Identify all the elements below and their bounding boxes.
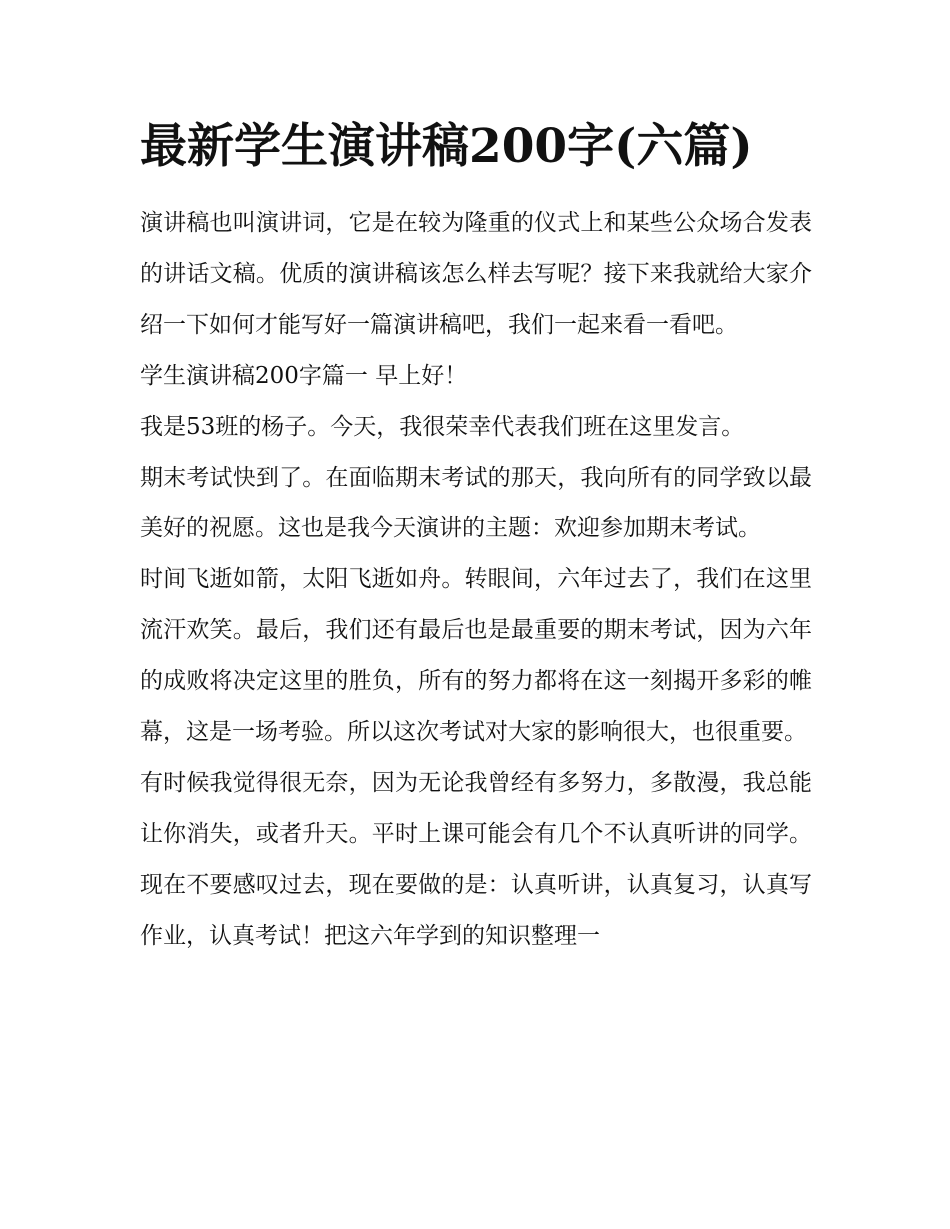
paragraph-intro: 演讲稿也叫演讲词，它是在较为隆重的仪式上和某些公众场合发表的讲话文稿。优质的演讲稿该怎么样去写呢？接下来我就给大家介绍一下如何才能写好一篇演讲稿吧，我们一起来看一看吧。 [140,210,812,338]
document-body [140,198,812,962]
document-title: 最新学生演讲稿200字(六篇) [140,119,753,174]
paragraph-time-flies: 时间飞逝如箭，太阳飞逝如舟。转眼间，六年过去了，我们在这里流汗欢笑。最后，我们还有最后也是最重要的期末考试，因为六年的成败将决定这里的胜负，所有的努力都将在这一刻揭开多彩的帷幕，这是一场考验。所以这次考试对大家的影响很大，也很重要。 [140,566,812,746]
paragraph-heading-speech-one: 学生演讲稿200字篇一 早上好！ [140,362,468,389]
paragraph-advice: 有时候我觉得很无奈，因为无论我曾经有多努力，多散漫，我总能让你消失，或者升天。平时上课可能会有几个不认真听讲的同学。现在不要感叹过去，现在要做的是：认真听讲，认真复习，认真写作业，认真考试！把这六年学到的知识整理一 [140,769,812,949]
paragraph-self-intro: 我是53班的杨子。今天，我很荣幸代表我们班在这里发言。 [140,413,745,440]
paragraph-exam-wishes: 期末考试快到了。在面临期末考试的那天，我向所有的同学致以最美好的祝愿。这也是我今天演讲的主题：欢迎参加期末考试。 [140,464,812,542]
